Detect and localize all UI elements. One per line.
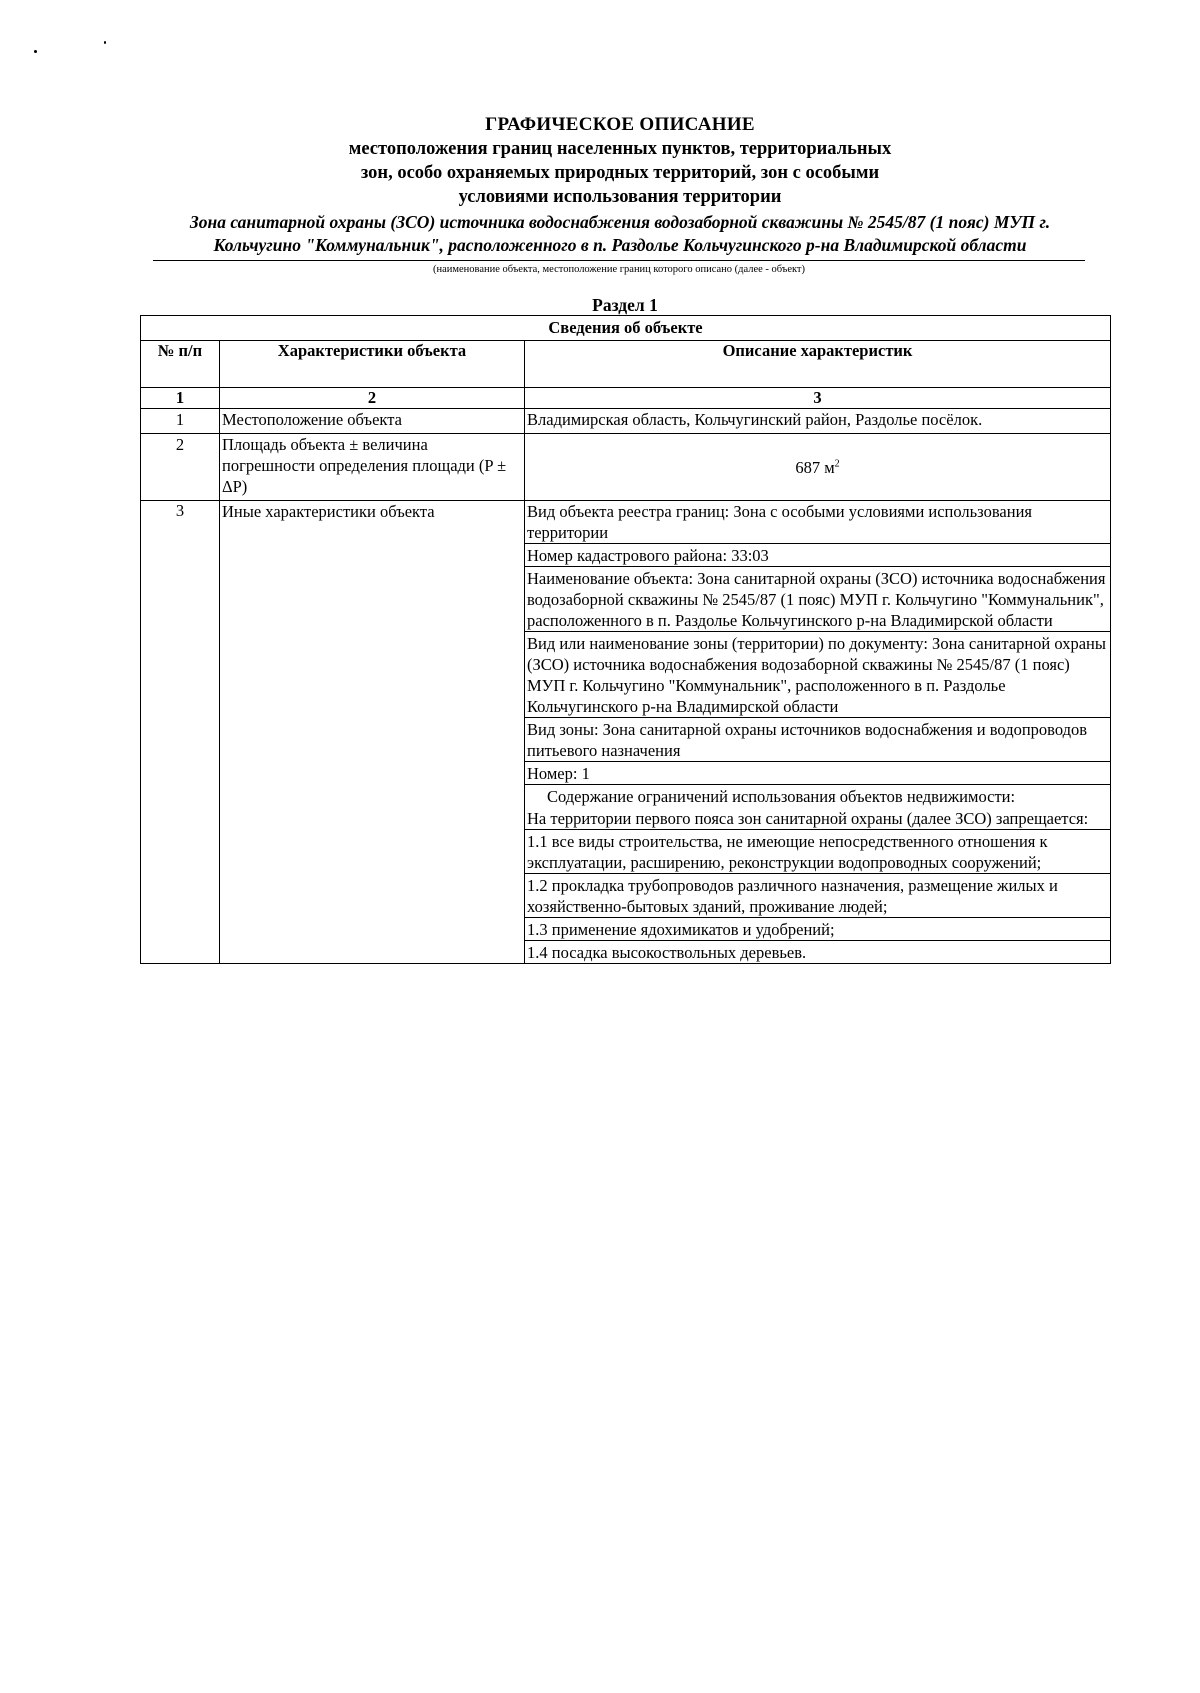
subtitle-line: местоположения границ населенных пунктов, территориальных <box>348 139 892 159</box>
object-name <box>145 211 1095 257</box>
scan-speck <box>104 41 106 44</box>
area-value <box>525 434 1111 501</box>
subtitle-line: зон, особо охраняемых природных территорий, зон с особыми <box>360 163 880 183</box>
object-name-line: Кольчугино "Коммунальник", расположенного в п. Раздолье Кольчугинского р-на Владимирской области <box>213 235 1027 255</box>
detail-item: 1.1 все виды строительства, не имеющие непосредственного отношения к эксплуатации, расширению, реконструкции водопроводных сооружений; <box>525 831 1110 874</box>
document-subtitle <box>130 137 1110 209</box>
object-info-table <box>140 315 1111 964</box>
row-characteristic: Местоположение объекта <box>220 409 525 434</box>
column-number: 2 <box>220 388 525 409</box>
detail-item: Наименование объекта: Зона санитарной охраны (ЗСО) источника водоснабжения водозаборной скважины № 2545/87 (1 пояс) МУП г. Кольчугино "Коммунальник", расположенного в п. Раздолье Кольчугинского р-на Владимирской области <box>525 568 1110 632</box>
row-details <box>525 501 1111 964</box>
subtitle-line: условиями использования территории <box>458 187 782 207</box>
section-title: Раздел 1 <box>592 295 658 315</box>
header-description: Описание характеристик <box>525 341 1111 388</box>
row-characteristic: Иные характеристики объекта <box>220 501 525 964</box>
table-header-row <box>141 341 1111 388</box>
object-name-caption: (наименование объекта, местоположение границ которого описано (далее - объект) <box>432 264 806 275</box>
row-description: Владимирская область, Кольчугинский район, Раздолье посёлок. <box>525 409 1111 434</box>
table-row <box>141 409 1111 434</box>
scan-speck <box>34 50 37 53</box>
detail-item: Вид объекта реестра границ: Зона с особыми условиями использования территории <box>525 501 1110 544</box>
table-row <box>141 501 1111 964</box>
detail-item: Номер: 1 <box>525 763 1110 785</box>
detail-item: На территории первого пояса зон санитарной охраны (далее ЗСО) запрещается: <box>525 808 1110 830</box>
row-number: 2 <box>141 434 220 501</box>
column-number: 3 <box>525 388 1111 409</box>
row-characteristic: Площадь объекта ± величина погрешности определения площади (P ± ΔP) <box>220 434 525 501</box>
document-header <box>130 112 1110 209</box>
detail-item: 1.2 прокладка трубопроводов различного назначения, размещение жилых и хозяйственно-бытовых зданий, проживание людей; <box>525 875 1110 918</box>
column-number-row <box>141 388 1111 409</box>
column-number: 1 <box>141 388 220 409</box>
detail-item: 1.3 применение ядохимикатов и удобрений; <box>525 919 1110 941</box>
object-name-line: Зона санитарной охраны (ЗСО) источника водоснабжения водозаборной скважины № 2545/87 (1 пояс) МУП г. <box>189 212 1051 232</box>
area-number: 687 м <box>795 457 835 477</box>
detail-item: Содержание ограничений использования объектов недвижимости: <box>547 787 1016 806</box>
detail-item: Вид или наименование зоны (территории) по документу: Зона санитарной охраны (ЗСО) источника водоснабжения водозаборной скважины № 2545/87 (1 пояс) МУП г. Кольчугино "Коммунальник", расположенного в п. Раздолье Кольчугинского р-на Владимирской области <box>525 633 1110 718</box>
document-title: ГРАФИЧЕСКОЕ ОПИСАНИЕ <box>485 114 755 135</box>
detail-item: Номер кадастрового района: 33:03 <box>525 545 1110 567</box>
detail-item: Вид зоны: Зона санитарной охраны источников водоснабжения и водопроводов питьевого назначения <box>525 719 1110 762</box>
header-characteristic: Характеристики объекта <box>220 341 525 388</box>
table-caption: Сведения об объекте <box>141 316 1111 341</box>
row-number: 1 <box>141 409 220 434</box>
table-caption-row <box>141 316 1111 341</box>
row-number: 3 <box>141 501 220 964</box>
table-row <box>141 434 1111 501</box>
object-name-underline <box>153 260 1085 261</box>
header-num: № п/п <box>141 341 220 388</box>
detail-item: 1.4 посадка высокоствольных деревьев. <box>527 943 807 962</box>
area-unit-superscript: 2 <box>834 458 840 469</box>
